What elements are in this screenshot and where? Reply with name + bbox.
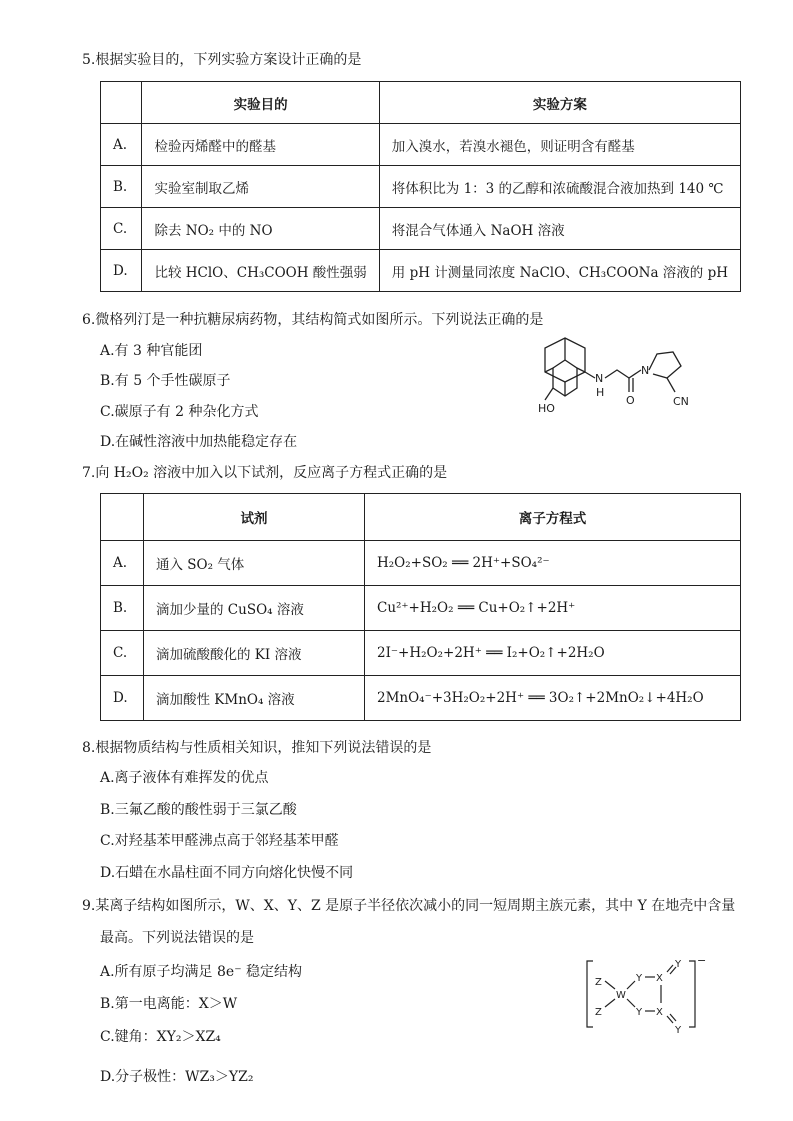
ring-n-label: N <box>641 364 650 377</box>
q7-header-reagent: 试剂 <box>144 494 365 541</box>
row-label: D. <box>101 676 144 721</box>
goal-cell: 实验室制取乙烯 <box>142 166 379 208</box>
q7-header-blank <box>101 494 144 541</box>
q6-option-a: A.有 3 种官能团 <box>100 343 203 359</box>
table-row <box>101 250 741 292</box>
plan-cell: 将混合气体通入 NaOH 溶液 <box>379 208 740 250</box>
q5-stem: 5.根据实验目的，下列实验方案设计正确的是 <box>82 52 362 68</box>
q8-option-c: C.对羟基苯甲醛沸点高于邻羟基苯甲醛 <box>100 833 339 849</box>
q5-header-goal: 实验目的 <box>142 82 379 124</box>
plan-cell: 将体积比为 1：3 的乙醇和浓硫酸混合液加热到 140 ℃ <box>379 166 740 208</box>
vildagliptin-structure <box>525 330 725 420</box>
q9-stem-line2: 最高。下列说法错误的是 <box>100 930 254 946</box>
q7-table <box>100 493 741 721</box>
q9-stem-line1: 9.某离子结构如图所示，W、X、Y、Z 是原子半径依次减小的同一短周期主族元素，其中 Y 在地壳中含量 <box>82 898 736 914</box>
table-row <box>101 586 741 631</box>
row-label: A. <box>101 541 144 586</box>
plan-cell: 用 pH 计测量同浓度 NaClO、CH₃COONa 溶液的 pH <box>379 250 740 292</box>
carbonyl-o-label: O <box>626 394 635 407</box>
y-label-bottom: Y <box>636 1007 643 1018</box>
q9-ion-structure <box>585 955 715 1040</box>
q7-stem: 7.向 H₂O₂ 溶液中加入以下试剂，反应离子方程式正确的是 <box>82 465 448 481</box>
row-label: B. <box>101 586 144 631</box>
q5-header-blank <box>101 82 142 124</box>
z-label-bottom: Z <box>595 1007 602 1018</box>
y-label-bottom-right: Y <box>675 1025 682 1036</box>
amine-h-label: H <box>596 386 605 399</box>
q9-option-a: A.所有原子均满足 8e⁻ 稳定结构 <box>100 964 303 980</box>
amine-n-label: N <box>595 372 604 385</box>
y-label-top: Y <box>636 973 643 984</box>
q8-stem: 8.根据物质结构与性质相关知识，推知下列说法错误的是 <box>82 740 432 756</box>
q8-option-d: D.石蜡在水晶柱面不同方向熔化快慢不同 <box>100 865 354 881</box>
q9-option-c: C.键角：XY₂＞XZ₄ <box>100 1029 221 1045</box>
y-label-top-right: Y <box>675 959 682 970</box>
reagent-cell: 通入 SO₂ 气体 <box>144 541 365 586</box>
row-label: A. <box>101 124 142 166</box>
table-row <box>101 541 741 586</box>
row-label: B. <box>101 166 142 208</box>
equation-cell: 2MnO₄⁻+3H₂O₂+2H⁺ ══ 3O₂↑+2MnO₂↓+4H₂O <box>365 676 741 721</box>
q6-option-b: B.有 5 个手性碳原子 <box>100 373 231 389</box>
q5-header-row <box>101 82 741 124</box>
q6-option-d: D.在碱性溶液中加热能稳定存在 <box>100 434 298 450</box>
x-label-bottom: X <box>656 1007 663 1018</box>
table-row <box>101 631 741 676</box>
q8-option-b: B.三氟乙酸的酸性弱于三氯乙酸 <box>100 802 297 818</box>
x-label-top: X <box>656 973 663 984</box>
ho-label: HO <box>538 402 555 415</box>
q7-header-row <box>101 494 741 541</box>
q9-option-b: B.第一电离能：X＞W <box>100 996 238 1012</box>
q5-header-plan: 实验方案 <box>379 82 740 124</box>
reagent-cell: 滴加少量的 CuSO₄ 溶液 <box>144 586 365 631</box>
equation-cell: Cu²⁺+H₂O₂ ══ Cu+O₂↑+2H⁺ <box>365 586 741 631</box>
goal-cell: 检验丙烯醛中的醛基 <box>142 124 379 166</box>
z-label-top: Z <box>595 977 602 988</box>
reagent-cell: 滴加酸性 KMnO₄ 溶液 <box>144 676 365 721</box>
table-row <box>101 676 741 721</box>
plan-cell: 加入溴水，若溴水褪色，则证明含有醛基 <box>379 124 740 166</box>
q8-option-a: A.离子液体有难挥发的优点 <box>100 770 269 786</box>
w-label: W <box>616 990 626 1001</box>
table-row <box>101 124 741 166</box>
row-label: C. <box>101 631 144 676</box>
nitrile-label: CN <box>673 395 689 408</box>
row-label: C. <box>101 208 142 250</box>
goal-cell: 除去 NO₂ 中的 NO <box>142 208 379 250</box>
reagent-cell: 滴加硫酸酸化的 KI 溶液 <box>144 631 365 676</box>
row-label: D. <box>101 250 142 292</box>
charge-label: − <box>697 955 707 967</box>
q9-option-d: D.分子极性：WZ₃＞YZ₂ <box>100 1069 254 1085</box>
table-row <box>101 208 741 250</box>
goal-cell: 比较 HClO、CH₃COOH 酸性强弱 <box>142 250 379 292</box>
q7-header-equation: 离子方程式 <box>365 494 741 541</box>
q6-option-c: C.碳原子有 2 种杂化方式 <box>100 404 259 420</box>
q5-table <box>100 81 741 292</box>
table-row <box>101 166 741 208</box>
equation-cell: H₂O₂+SO₂ ══ 2H⁺+SO₄²⁻ <box>365 541 741 586</box>
equation-cell: 2I⁻+H₂O₂+2H⁺ ══ I₂+O₂↑+2H₂O <box>365 631 741 676</box>
q6-stem: 6.微格列汀是一种抗糖尿病药物，其结构简式如图所示。下列说法正确的是 <box>82 312 544 328</box>
